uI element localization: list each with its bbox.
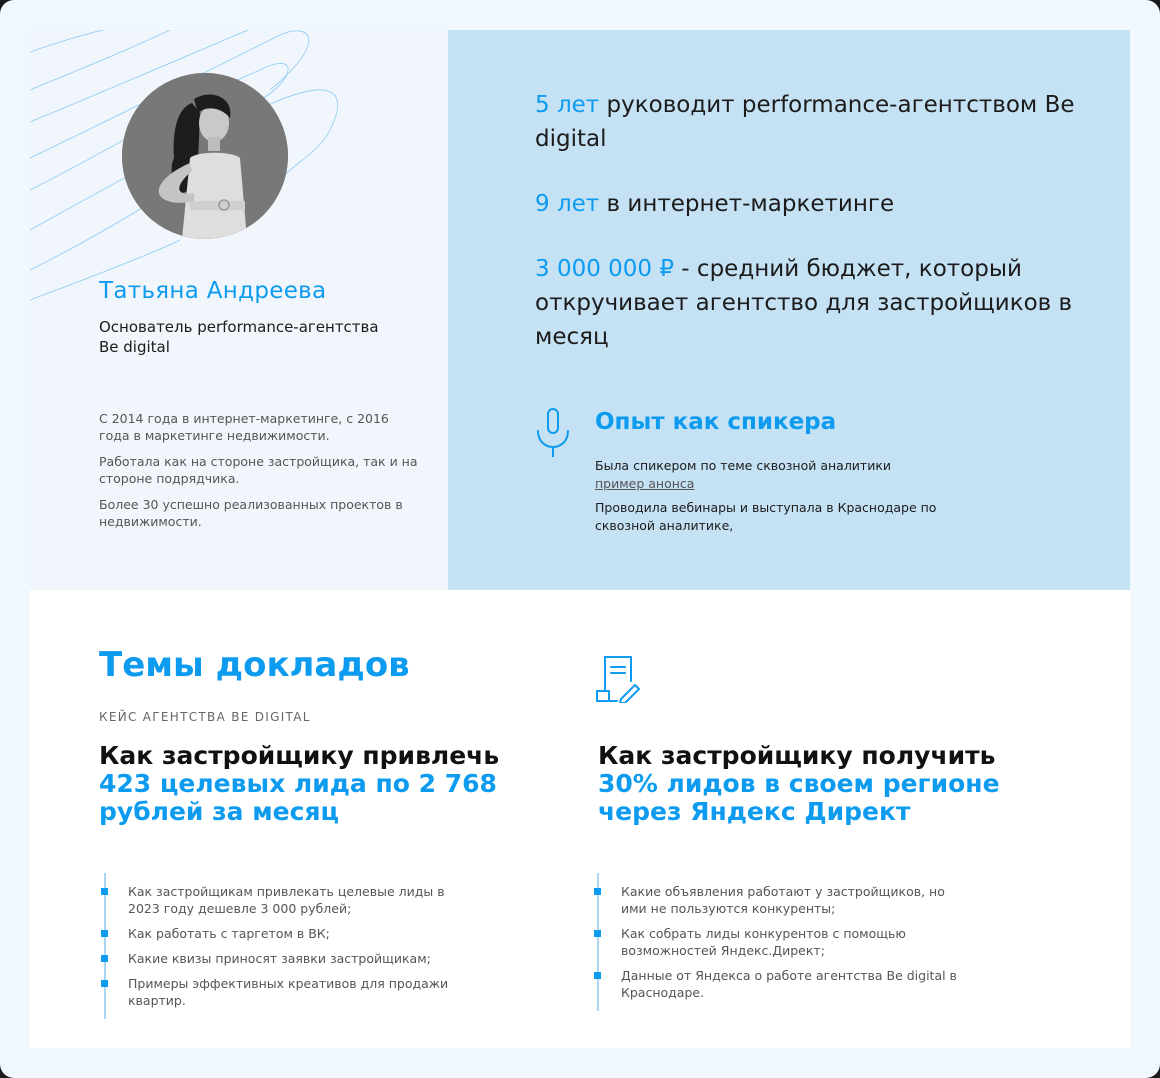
speaker-line: Проводила вебинары и выступала в Краснодаре по сквозной аналитике, bbox=[595, 500, 937, 533]
list-item: Какие квизы приносят заявки застройщикам; bbox=[106, 950, 464, 967]
person-photo-icon bbox=[122, 73, 288, 239]
headline-highlight: 30% лидов в своем регионе через Яндекс Директ bbox=[598, 769, 1000, 826]
speaker-card bbox=[30, 30, 1130, 1048]
fact-text: - средний бюджет, который откручивает агентство для застройщиков в месяц bbox=[535, 256, 1073, 350]
speaker-experience-body bbox=[595, 457, 995, 541]
topic-headline bbox=[99, 742, 519, 826]
topic-bullets bbox=[104, 873, 464, 1019]
speaker-name: Татьяна Андреева bbox=[99, 278, 327, 304]
announcement-link[interactable]: пример анонса bbox=[595, 475, 695, 491]
fact-highlight: 9 лет bbox=[535, 191, 600, 217]
headline-text: Как застройщику привлечь bbox=[99, 741, 500, 770]
fact-text: руководит performance-агентством Be digital bbox=[535, 92, 1075, 152]
microphone-icon bbox=[535, 407, 571, 457]
speaker-line-text: Была спикером по теме сквозной аналитики bbox=[595, 458, 892, 473]
headline-highlight: 423 целевых лида по 2 768 рублей за месяц bbox=[99, 769, 497, 826]
list-item: Как собрать лиды конкурентов с помощью возможностей Яндекс.Директ; bbox=[599, 925, 957, 959]
topic-headline bbox=[598, 742, 1018, 826]
list-item: Данные от Яндекса о работе агентства Be digital в Краснодаре. bbox=[599, 967, 957, 1001]
speaker-role: Основатель performance-агентства Be digital bbox=[99, 318, 379, 356]
list-item: Как застройщикам привлекать целевые лиды в 2023 году дешевле 3 000 рублей; bbox=[106, 883, 464, 917]
list-item: Какие объявления работают у застройщиков, но ими не пользуются конкуренты; bbox=[599, 883, 957, 917]
fact-highlight: 3 000 000 ₽ bbox=[535, 256, 674, 282]
bio-paragraph: Работала как на стороне застройщика, так и на стороне подрядчика. bbox=[99, 454, 418, 486]
bio-paragraph: С 2014 года в интернет-маркетинге, с 2016 года в маркетинге недвижимости. bbox=[99, 411, 389, 443]
fact-text: в интернет-маркетинге bbox=[599, 191, 895, 217]
fact-item bbox=[535, 187, 1095, 221]
speaker-bio bbox=[99, 410, 419, 539]
list-item: Примеры эффективных креативов для продажи квартир. bbox=[106, 975, 464, 1009]
list-item: Как работать с таргетом в ВК; bbox=[106, 925, 464, 942]
fact-highlight: 5 лет bbox=[535, 92, 600, 118]
fact-item bbox=[535, 252, 1095, 354]
topic-kicker: КЕЙС АГЕНТСТВА BE DIGITAL bbox=[99, 710, 311, 724]
avatar bbox=[122, 73, 288, 239]
facts-list bbox=[535, 88, 1095, 385]
document-edit-icon bbox=[595, 655, 643, 703]
profile-panel bbox=[30, 30, 448, 590]
fact-item bbox=[535, 88, 1095, 156]
bio-paragraph: Более 30 успешно реализованных проектов в недвижимости. bbox=[99, 497, 403, 529]
facts-panel bbox=[448, 30, 1130, 590]
topics-title: Темы докладов bbox=[99, 645, 410, 685]
speaker-experience-title: Опыт как спикера bbox=[595, 409, 837, 435]
speaker-line bbox=[595, 457, 995, 492]
headline-text: Как застройщику получить bbox=[598, 741, 996, 770]
topic-bullets bbox=[597, 873, 957, 1011]
